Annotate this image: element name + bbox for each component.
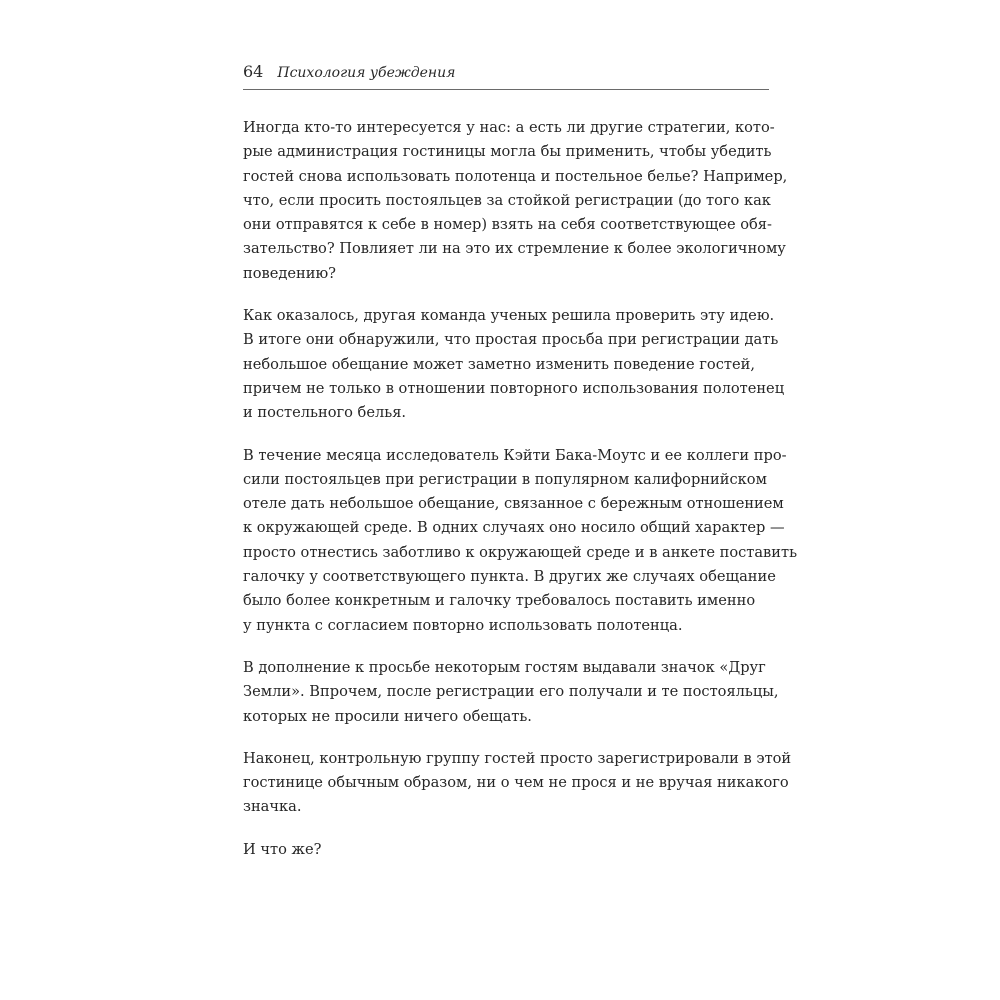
paragraph xyxy=(243,747,792,820)
text-line: причем не только в отношении повторного использования полотенец xyxy=(243,379,785,397)
running-head xyxy=(243,62,769,88)
text-line: небольшое обещание может заметно изменить поведение гостей, xyxy=(243,355,755,373)
text-line: И что же? xyxy=(243,840,322,858)
text-line: поведению? xyxy=(243,264,336,282)
text-line: зательство? Повлияет ли на это их стремление к более экологичному xyxy=(243,240,786,258)
text-line: и постельного белья. xyxy=(243,404,407,422)
text-line: гостей снова использовать полотенца и постельное белье? Например, xyxy=(243,167,788,185)
text-line: Наконец, контрольную группу гостей просто зарегистрировали в этой xyxy=(243,749,792,767)
text-line: В итоге они обнаружили, что простая просьба при регистрации дать xyxy=(243,331,779,349)
text-line: гостинице обычным образом, ни о чем не прося и не вручая никакого xyxy=(243,774,789,792)
text-line: у пункта с согласием повторно использовать полотенца. xyxy=(243,616,683,634)
text-line: которых не просили ничего обещать. xyxy=(243,707,532,725)
text-line: Иногда кто-то интересуется у нас: а есть ли другие стратегии, кото- xyxy=(243,119,775,136)
paragraph xyxy=(243,656,783,729)
text-line: В дополнение к просьбе некоторым гостям выдавали значок «Друг xyxy=(243,658,766,676)
paragraph xyxy=(243,444,798,638)
text-line: к окружающей среде. В одних случаях оно носило общий характер — xyxy=(243,519,785,537)
text-line: что, если просить постояльцев за стойкой регистрации (до того как xyxy=(243,191,771,209)
text-line: значка. xyxy=(243,798,302,816)
text-line: Как оказалось, другая команда ученых решила проверить эту идею. xyxy=(243,307,775,325)
paragraph xyxy=(243,304,783,425)
paragraph xyxy=(243,116,788,286)
text-line: рые администрация гостиницы могла бы применить, чтобы убедить xyxy=(243,143,772,161)
text-line: отеле дать небольшое обещание, связанное с бережным отношением xyxy=(243,495,784,513)
text-line: Земли». Впрочем, после регистрации его получали и те постояльцы, xyxy=(243,683,779,701)
text-line: они отправятся к себе в номер) взять на себя соответствующее обя- xyxy=(243,216,772,234)
paragraph xyxy=(243,838,783,862)
body-text xyxy=(243,116,798,880)
book-title: Психология убеждения xyxy=(277,65,456,81)
text-line: галочку у соответствующего пункта. В других же случаях обещание xyxy=(243,568,776,586)
text-line: просто отнестись заботливо к окружающей среде и в анкете поставить xyxy=(243,543,798,561)
text-line: сили постояльцев при регистрации в популярном калифорнийском xyxy=(243,470,767,488)
text-line: В течение месяца исследователь Кэйти Бака-Моутс и ее коллеги про- xyxy=(243,446,787,464)
text-line: было более конкретным и галочку требовалось поставить именно xyxy=(243,592,756,610)
header-rule xyxy=(243,89,769,90)
page-number: 64 xyxy=(243,62,264,81)
